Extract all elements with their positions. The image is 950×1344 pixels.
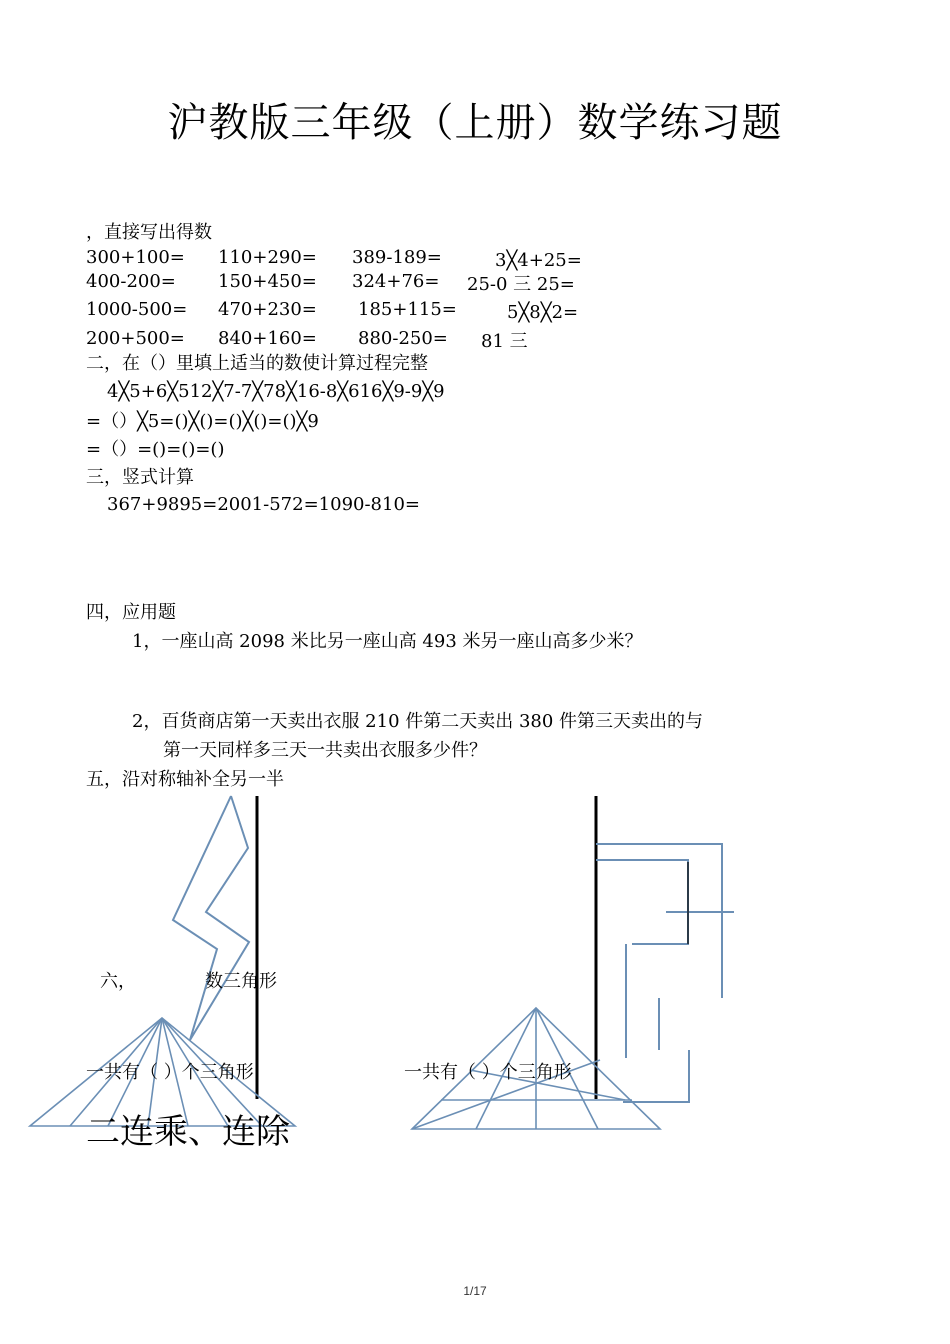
lightning-figure bbox=[173, 796, 249, 1040]
page-title: 沪教版三年级（上册）数学练习题 bbox=[167, 100, 783, 146]
fill-in-line: 4╳5+6╳512╳7-7╳78╳16-8╳616╳9-9╳9 bbox=[107, 381, 445, 402]
triangle-count-left: 一共有（ ）个三角形 bbox=[86, 1062, 254, 1083]
exercise-item: 185+115= bbox=[358, 299, 457, 320]
word-problem-1: 1，一座山高 2098 米比另一座山高 493 米另一座山高多少米？ bbox=[132, 631, 643, 652]
section-4-heading: 四，应用题 bbox=[86, 602, 176, 623]
section-6-prefix: 六， bbox=[100, 971, 136, 992]
page-number: 1/17 bbox=[463, 1284, 487, 1298]
section-3-heading: 三，竖式计算 bbox=[86, 467, 194, 488]
stair-figure bbox=[596, 844, 734, 1102]
exercise-item: 81 三 bbox=[481, 331, 528, 352]
word-problem-2-cont: 第一天同样多三天一共卖出衣服多少件？ bbox=[163, 740, 487, 761]
exercise-item: 5╳8╳2= bbox=[507, 302, 579, 323]
exercise-item: 3╳4+25= bbox=[495, 250, 582, 271]
exercise-item: 389-189= bbox=[352, 247, 442, 268]
fill-in-line: =（）=()=()=() bbox=[86, 439, 225, 460]
exercise-item: 150+450= bbox=[218, 271, 317, 292]
exercise-item: 110+290= bbox=[218, 247, 317, 268]
exercise-item: 880-250= bbox=[358, 328, 448, 349]
section-7-heading: 二连乘、连除 bbox=[86, 1112, 290, 1152]
exercise-item: 400-200= bbox=[86, 271, 176, 292]
fill-in-line: =（）╳5=()╳()=()╳()=()╳9 bbox=[86, 411, 319, 432]
section-6-heading: 数三角形 bbox=[205, 971, 277, 992]
exercise-item: 324+76= bbox=[352, 271, 440, 292]
section-2-heading: 二，在（）里填上适当的数使计算过程完整 bbox=[86, 353, 428, 374]
exercise-item: 300+100= bbox=[86, 247, 185, 268]
vertical-calc-line: 367+9895=2001-572=1090-810= bbox=[107, 494, 420, 515]
exercise-item: 840+160= bbox=[218, 328, 317, 349]
word-problem-2: 2，百货商店第一天卖出衣服 210 件第二天卖出 380 件第三天卖出的与 bbox=[132, 711, 704, 732]
exercise-item: 470+230= bbox=[218, 299, 317, 320]
triangle-count-right: 一共有（ ）个三角形 bbox=[404, 1062, 572, 1083]
exercise-item: 1000-500= bbox=[86, 299, 188, 320]
section-1-heading: ，直接写出得数 bbox=[86, 222, 212, 243]
exercise-item: 25-0 三 25= bbox=[467, 274, 575, 295]
exercise-item: 200+500= bbox=[86, 328, 185, 349]
section-5-heading: 五，沿对称轴补全另一半 bbox=[86, 769, 284, 790]
